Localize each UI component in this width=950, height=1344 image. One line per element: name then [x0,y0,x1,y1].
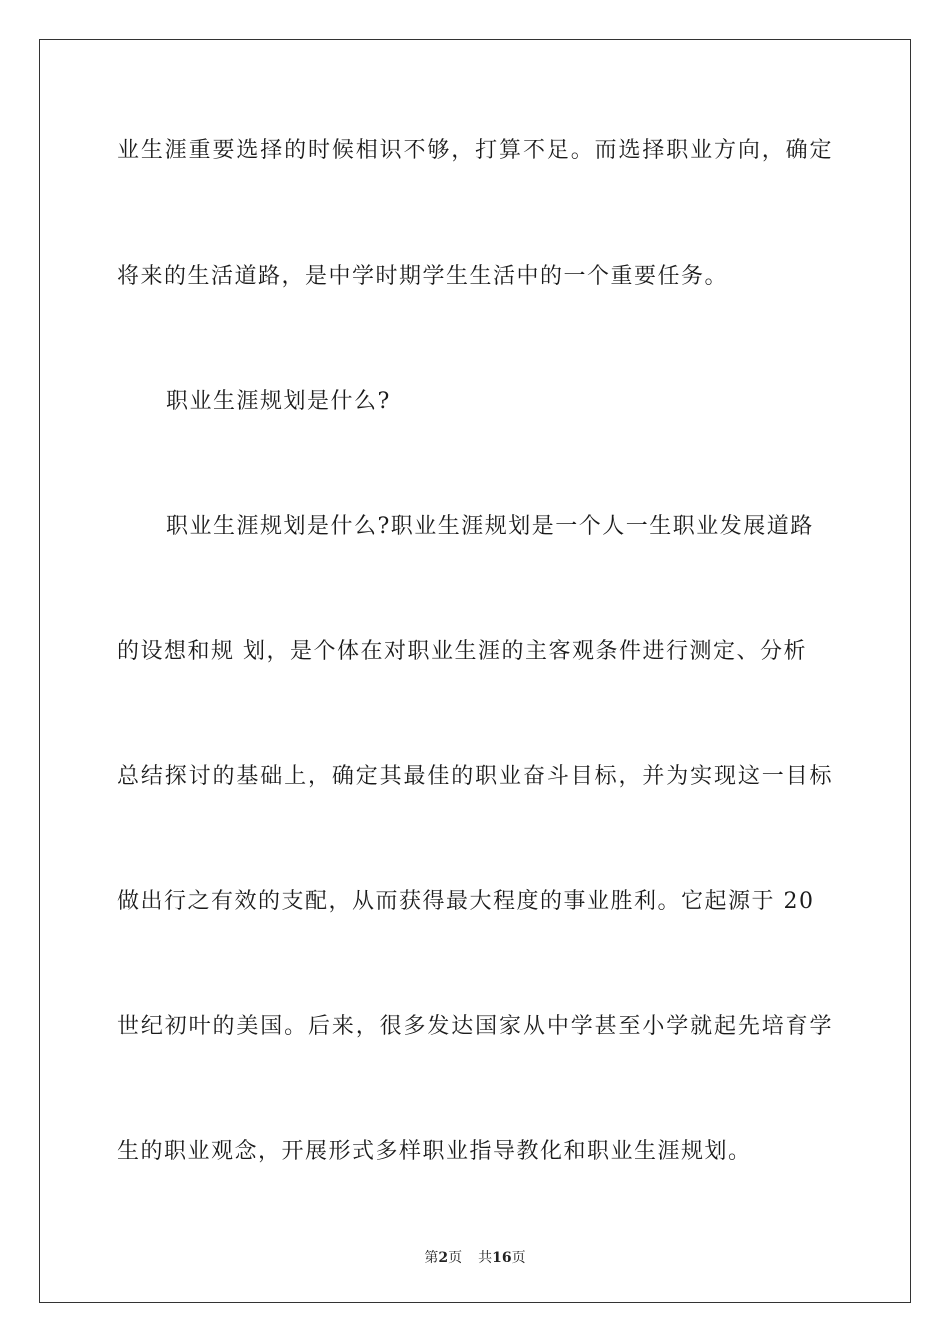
page-suffix: 页 [448,1250,463,1266]
paragraph-line-7: 做出行之有效的支配，从而获得最大程度的事业胜利。它起源于 20 [117,889,815,914]
total-prefix: 共 [478,1250,493,1266]
section-heading: 职业生涯规划是什么? [166,389,391,414]
paragraph-line-4: 职业生涯规划是什么?职业生涯规划是一个人一生职业发展道路 [166,514,814,539]
total-suffix: 页 [511,1250,526,1266]
paragraph-line-9: 生的职业观念，开展形式多样职业指导教化和职业生涯规划。 [117,1139,752,1164]
page-footer [0,1249,950,1267]
page-border [39,39,911,1303]
paragraph-line-6: 总结探讨的基础上，确定其最佳的职业奋斗目标，并为实现这一目标 [117,764,833,789]
page-prefix: 第 [424,1250,439,1266]
paragraph-line-8: 世纪初叶的美国。后来，很多发达国家从中学甚至小学就起先培育学 [117,1014,833,1039]
paragraph-line-2: 将来的生活道路，是中学时期学生生活中的一个重要任务。 [117,264,729,289]
paragraph-line-5: 的设想和规 划，是个体在对职业生涯的主客观条件进行测定、分析 [117,639,807,664]
page-number: 2 [438,1250,449,1266]
paragraph-line-1: 业生涯重要选择的时候相识不够，打算不足。而选择职业方向，确定 [117,138,833,163]
total-pages: 16 [492,1250,512,1266]
